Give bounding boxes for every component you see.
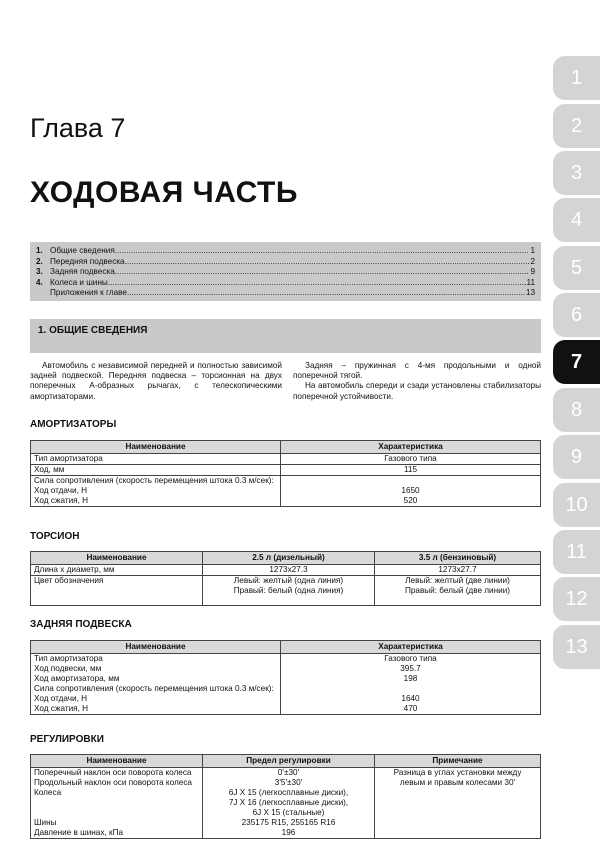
cell-line: Давление в шинах, кПа	[34, 828, 124, 837]
chapter-title: ХОДОВАЯ ЧАСТЬ	[30, 176, 298, 209]
shocks-heading: АМОРТИЗАТОРЫ	[30, 419, 117, 430]
cell-line	[34, 798, 199, 808]
column-header: Наименование	[31, 441, 281, 454]
adjustments-table	[30, 754, 541, 839]
chapter-tab-7-active[interactable]: 7	[553, 340, 600, 384]
intro-right-column	[293, 361, 541, 402]
chapter-tab-11[interactable]: 11	[553, 530, 600, 574]
cell-line: Правый: белый (две линии)	[404, 586, 511, 595]
table-cell: Ход, мм	[31, 465, 281, 476]
table-cell: 1273х27.7	[375, 565, 541, 576]
shocks-table	[30, 440, 541, 507]
cell-line: 198	[403, 674, 418, 683]
intro-paragraph: На автомобиль спереди и сзади установлены стабилизаторы поперечной устойчивости.	[293, 381, 541, 401]
toc-number: 2.	[36, 256, 43, 266]
table-cell: Газового типа	[281, 454, 541, 465]
toc-row[interactable]	[36, 288, 535, 299]
table-cell	[203, 576, 375, 606]
cell-line	[284, 684, 537, 694]
table-header-row	[31, 441, 541, 454]
toc-title: Приложения к главе	[50, 288, 127, 297]
table-row	[31, 576, 541, 606]
adjustments-heading: РЕГУЛИРОВКИ	[30, 734, 104, 745]
toc-page: 9	[530, 267, 535, 276]
cell-line: Ход отдачи, Н	[34, 694, 88, 703]
cell-line: 196	[281, 828, 296, 837]
column-header: Предел регулировки	[203, 755, 375, 768]
column-header: Характеристика	[281, 441, 541, 454]
intro-left-column	[30, 361, 282, 402]
chapter-tab-2[interactable]: 2	[553, 104, 600, 148]
cell-line: Ход отдачи, Н	[34, 486, 88, 495]
table-header-row	[31, 755, 541, 768]
cell-line: Разница в углах установки между	[393, 768, 522, 777]
toc-leader-dots	[115, 246, 530, 257]
chapter-tab-9[interactable]: 9	[553, 435, 600, 479]
table-cell: 115	[281, 465, 541, 476]
column-header: Наименование	[31, 552, 203, 565]
cell-line: Тип амортизатора	[34, 654, 103, 663]
cell-line: Сила сопротивления (скорость перемещения штока 0.3 м/сек):	[34, 476, 274, 485]
toc-page: 2	[530, 256, 535, 266]
chapter-label: Глава 7	[30, 113, 126, 143]
table-cell	[31, 476, 281, 507]
cell-line: 6J X 15 (легкосплавные диски),	[228, 788, 349, 797]
cell-line: Левый: желтый (одна линия)	[233, 576, 344, 585]
toc-row[interactable]	[36, 246, 535, 257]
column-header: 2.5 л (дизельный)	[203, 552, 375, 565]
toc-leader-dots	[108, 278, 526, 289]
cell-line: Продольный наклон оси поворота колеса	[34, 778, 192, 787]
table-of-contents	[30, 242, 541, 301]
table-cell	[281, 654, 541, 715]
column-header: Примечание	[375, 755, 541, 768]
table-row	[31, 454, 541, 465]
column-header: Характеристика	[281, 641, 541, 654]
cell-line: 470	[403, 704, 418, 713]
cell-line: 0'±30'	[277, 768, 300, 777]
table-cell	[31, 654, 281, 715]
toc-title: Передняя подвеска	[50, 256, 125, 266]
table-row	[31, 654, 541, 715]
cell-line: Сила сопротивления (скорость перемещения штока 0.3 м/сек):	[34, 684, 274, 693]
column-header: Наименование	[31, 641, 281, 654]
cell-line: Правый: белый (одна линия)	[233, 586, 344, 595]
cell-line: Ход подвески, мм	[34, 664, 102, 673]
cell-line: 6J X 15 (стальные)	[252, 808, 325, 817]
chapter-tab-1[interactable]: 1	[553, 56, 600, 100]
table-cell: Тип амортизатора	[31, 454, 281, 465]
toc-page: 13	[525, 288, 535, 297]
chapter-tab-6[interactable]: 6	[553, 293, 600, 337]
cell-line: 1650	[401, 486, 420, 495]
toc-number	[36, 288, 50, 299]
chapter-tab-5[interactable]: 5	[553, 246, 600, 290]
toc-title: Задняя подвеска	[50, 267, 115, 276]
cell-line: Газового типа	[384, 654, 437, 663]
toc-page: 11	[526, 277, 535, 287]
toc-title: Колеса и шины	[50, 277, 108, 287]
chapter-tab-8[interactable]: 8	[553, 388, 600, 432]
table-cell: 1273х27.3	[203, 565, 375, 576]
cell-line: Поперечный наклон оси поворота колеса	[34, 768, 192, 777]
table-cell: Цвет обозначения	[31, 576, 203, 606]
toc-leader-dots	[125, 257, 530, 268]
cell-line: 520	[403, 496, 418, 505]
cell-line: Шины	[34, 818, 57, 827]
table-header-row	[31, 552, 541, 565]
table-row	[31, 476, 541, 507]
cell-line: левым и правым колесами 30'	[399, 778, 516, 787]
toc-leader-dots	[127, 288, 525, 299]
column-header: 3.5 л (бензиновый)	[375, 552, 541, 565]
table-row	[31, 768, 541, 839]
column-header: Наименование	[31, 755, 203, 768]
toc-row[interactable]	[36, 278, 535, 289]
table-cell	[281, 476, 541, 507]
cell-line: 7J X 16 (легкосплавные диски),	[228, 798, 349, 807]
rear-suspension-heading: ЗАДНЯЯ ПОДВЕСКА	[30, 619, 132, 630]
chapter-tab-3[interactable]: 3	[553, 151, 600, 195]
torsion-table	[30, 551, 541, 606]
toc-row[interactable]	[36, 267, 535, 278]
section-title: 1. ОБЩИЕ СВЕДЕНИЯ	[30, 319, 541, 353]
toc-number: 4.	[36, 277, 43, 287]
chapter-tab-12[interactable]: 12	[553, 577, 600, 621]
intro-paragraph: Задняя – пружинная с 4-мя продольными и одной поперечной тягой.	[293, 361, 541, 381]
toc-leader-dots	[115, 267, 530, 278]
table-cell	[203, 768, 375, 839]
table-cell	[375, 768, 541, 839]
cell-line: Ход сжатия, Н	[34, 704, 89, 713]
cell-line	[34, 808, 199, 818]
table-row	[31, 465, 541, 476]
cell-line	[284, 476, 537, 486]
toc-number: 3.	[36, 267, 43, 276]
toc-title: Общие сведения	[50, 246, 115, 255]
torsion-heading: ТОРСИОН	[30, 531, 80, 542]
intro-paragraph: Автомобиль с независимой передней и полностью зависимой задней подвеской. Передняя подвеска – торсионная на двух поперечных A-образных рычагах, с телескопическими амортизаторами.	[30, 361, 282, 401]
toc-row[interactable]	[36, 257, 535, 268]
cell-line: Левый: желтый (две линии)	[405, 576, 510, 585]
table-cell	[375, 576, 541, 606]
cell-line: 1640	[401, 694, 420, 703]
rear-suspension-table	[30, 640, 541, 715]
cell-line: 395.7	[400, 664, 421, 673]
chapter-tab-10[interactable]: 10	[553, 483, 600, 527]
toc-number: 1.	[36, 246, 43, 255]
cell-line: Ход амортизатора, мм	[34, 674, 120, 683]
table-cell: Длина х диаметр, мм	[31, 565, 203, 576]
cell-line: 3'5'±30'	[274, 778, 303, 787]
table-row	[31, 565, 541, 576]
chapter-tab-13[interactable]: 13	[553, 625, 600, 669]
table-header-row	[31, 641, 541, 654]
cell-line: Колеса	[34, 788, 62, 797]
toc-page: 1	[530, 246, 535, 255]
chapter-tab-4[interactable]: 4	[553, 198, 600, 242]
cell-line: 235175 R15, 255165 R16	[241, 818, 336, 827]
table-cell	[31, 768, 203, 839]
cell-line: Ход сжатия, Н	[34, 496, 89, 505]
